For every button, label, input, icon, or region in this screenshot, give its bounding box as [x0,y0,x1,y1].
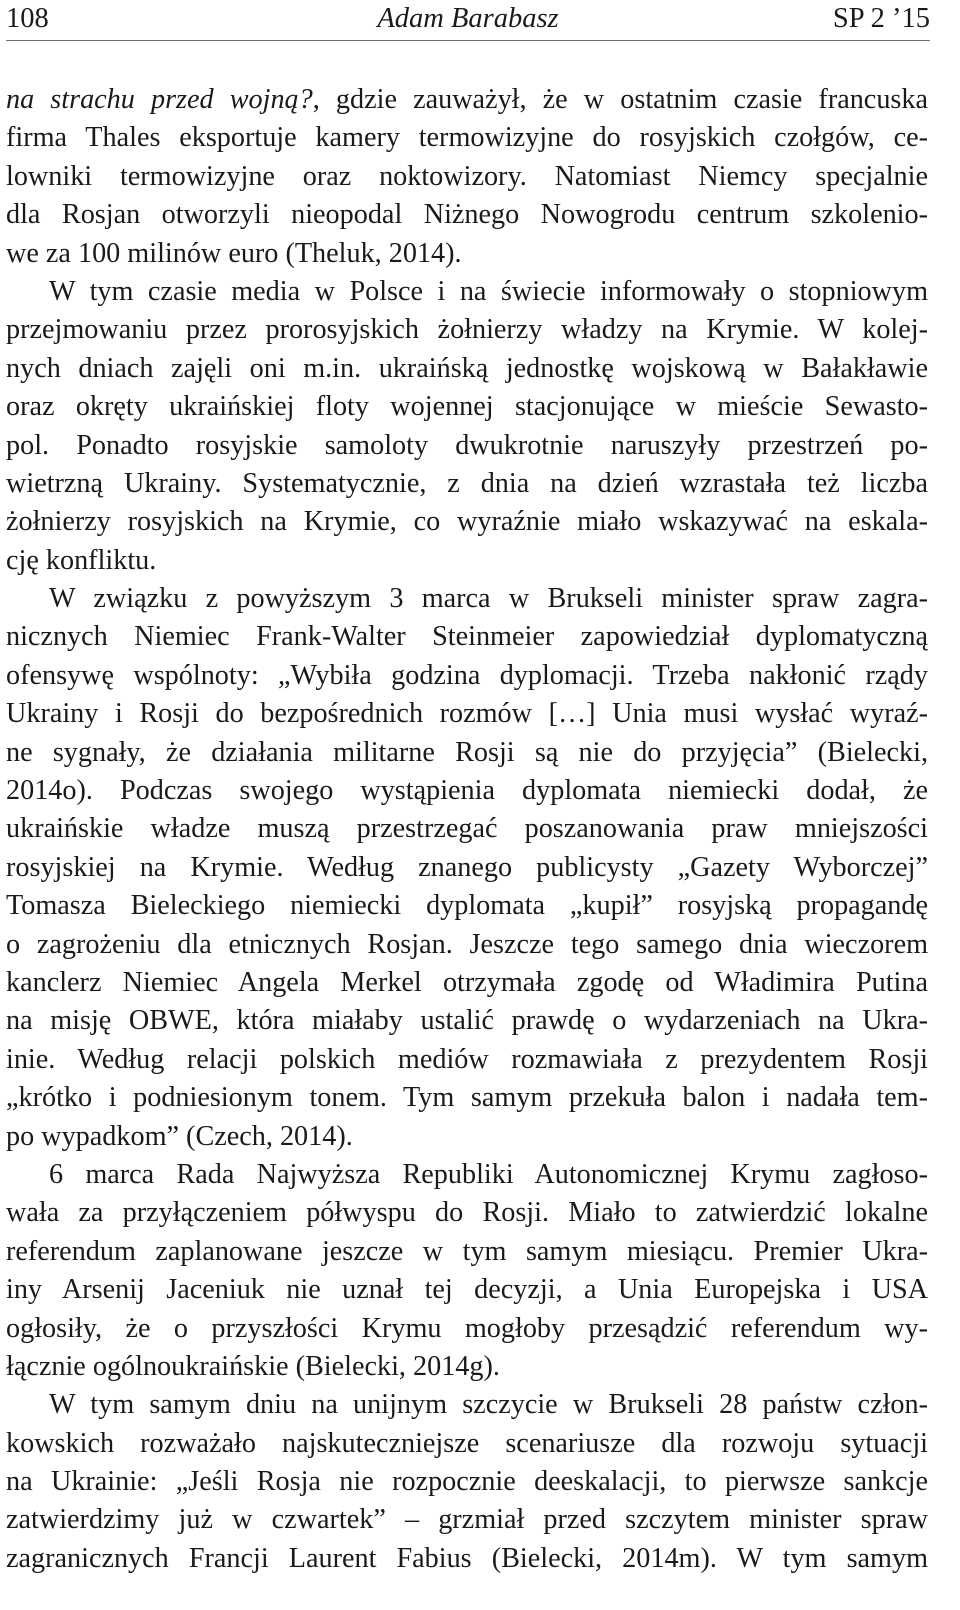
text-line: zatwierdzimy już w czwartek” – grzmiał przed szczytem minister spraw [6,1504,928,1536]
text-line: kanclerz Niemiec Angela Merkel otrzymała zgodę od Władimira Putina [6,966,928,998]
paragraph-first-line: W związku z powyższym 3 marca w Brukseli minister spraw zagra- [49,583,928,615]
text-line: pol. Ponadto rosyjskie samoloty dwukrotnie naruszyły przestrzeń po- [6,429,928,461]
text-line: kowskich rozważało najskuteczniejsze scenariusze dla rozwoju sytuacji [6,1427,928,1459]
text-line: iny Arsenij Jaceniuk nie uznał tej decyzji, a Unia Europejska i USA [6,1274,928,1306]
paragraph-first-line: W tym samym dniu na unijnym szczycie w Brukseli 28 państw człon- [49,1389,928,1421]
header-rule [6,40,930,41]
text-line: ofensywę wspólnoty: „Wybiła godzina dyplomacji. Trzeba nakłonić rządy [6,659,928,691]
paragraph-first-line: W tym czasie media w Polsce i na świecie informowały o stopniowym [49,275,928,307]
text-line: dla Rosjan otworzyli nieopodal Niżnego Nowogrodu centrum szkolenio- [6,199,928,231]
text-line: nych dniach zajęli oni m.in. ukraińską jednostkę wojskową w Bałakławie [6,352,928,384]
text-line: na misję OBWE, która miałaby ustalić prawdę o wydarzeniach na Ukra- [6,1005,928,1037]
running-author: Adam Barabasz [377,3,559,34]
text-line: 2014o). Podczas swojego wystąpienia dyplomata niemiecki dodał, że [6,775,928,807]
text-line: wała za przyłączeniem półwyspu do Rosji. Miało to zatwierdzić lokalne [6,1197,928,1229]
text-line: przejmowaniu przez prorosyjskich żołnierzy władzy na Krymie. W kolej- [6,314,928,346]
text-line: o zagrożeniu dla etnicznych Rosjan. Jeszcze tego samego dnia wieczorem [6,928,928,960]
italic-title: na strachu przed wojną? [6,84,313,115]
text-line: cję konfliktu. [6,544,157,576]
paragraph-first-line: 6 marca Rada Najwyższa Republiki Autonomicznej Krymu zagłoso- [49,1158,928,1190]
text-line: rosyjskiej na Krymie. Według znanego publicysty „Gazety Wyborczej” [6,851,928,883]
text-line: nicznych Niemiec Frank-Walter Steinmeier zapowiedział dyplomatyczną [6,621,928,653]
body-text [6,81,928,1578]
text-line: we za 100 milinów euro (Theluk, 2014). [6,237,462,269]
text-line: Tomasza Bieleckiego niemiecki dyplomata „kupił” rosyjską propagandę [6,890,928,922]
text-line: lowniki termowizyjne oraz noktowizory. Natomiast Niemcy specjalnie [6,160,928,192]
text-line: zagranicznych Francji Laurent Fabius (Bielecki, 2014m). W tym samym [6,1542,928,1574]
page-number: 108 [6,3,49,34]
text-line: inie. Według relacji polskich mediów rozmawiała z prezydentem Rosji [6,1043,928,1075]
text-line: ukraińskie władze muszą przestrzegać poszanowania praw mniejszości [6,813,928,845]
text-line: na Ukrainie: „Jeśli Rosja nie rozpocznie deeskalacji, to pierwsze sankcje [6,1466,928,1498]
text-line: ogłosiły, że o przyszłości Krymu mogłoby przesądzić referendum wy- [6,1312,928,1344]
text-run: , gdzie zauważył, że w ostatnim czasie francuska [312,84,928,115]
text-line [6,81,928,119]
text-line: referendum zaplanowane jeszcze w tym samym miesiącu. Premier Ukra- [6,1235,928,1267]
text-line: Ukrainy i Rosji do bezpośrednich rozmów […] Unia musi wysłać wyraź- [6,698,928,730]
text-line: łącznie ogólnoukraińskie (Bielecki, 2014g). [6,1350,500,1382]
running-header [6,2,930,36]
text-line: „krótko i podniesionym tonem. Tym samym przekuła balon i nadała tem- [6,1082,928,1114]
text-line: po wypadkom” (Czech, 2014). [6,1120,353,1152]
text-line: ne sygnały, że działania militarne Rosji są nie do przyjęcia” (Bielecki, [6,736,928,768]
text-line: oraz okręty ukraińskiej floty wojennej stacjonujące w mieście Sewasto- [6,391,928,423]
text-line: firma Thales eksportuje kamery termowizyjne do rosyjskich czołgów, ce- [6,122,928,154]
running-journal: SP 2 ’15 [832,3,930,34]
text-line: wietrzną Ukrainy. Systematycznie, z dnia na dzień wzrastała też liczba [6,467,928,499]
text-line: żołnierzy rosyjskich na Krymie, co wyraźnie miało wskazywać na eskala- [6,506,928,538]
